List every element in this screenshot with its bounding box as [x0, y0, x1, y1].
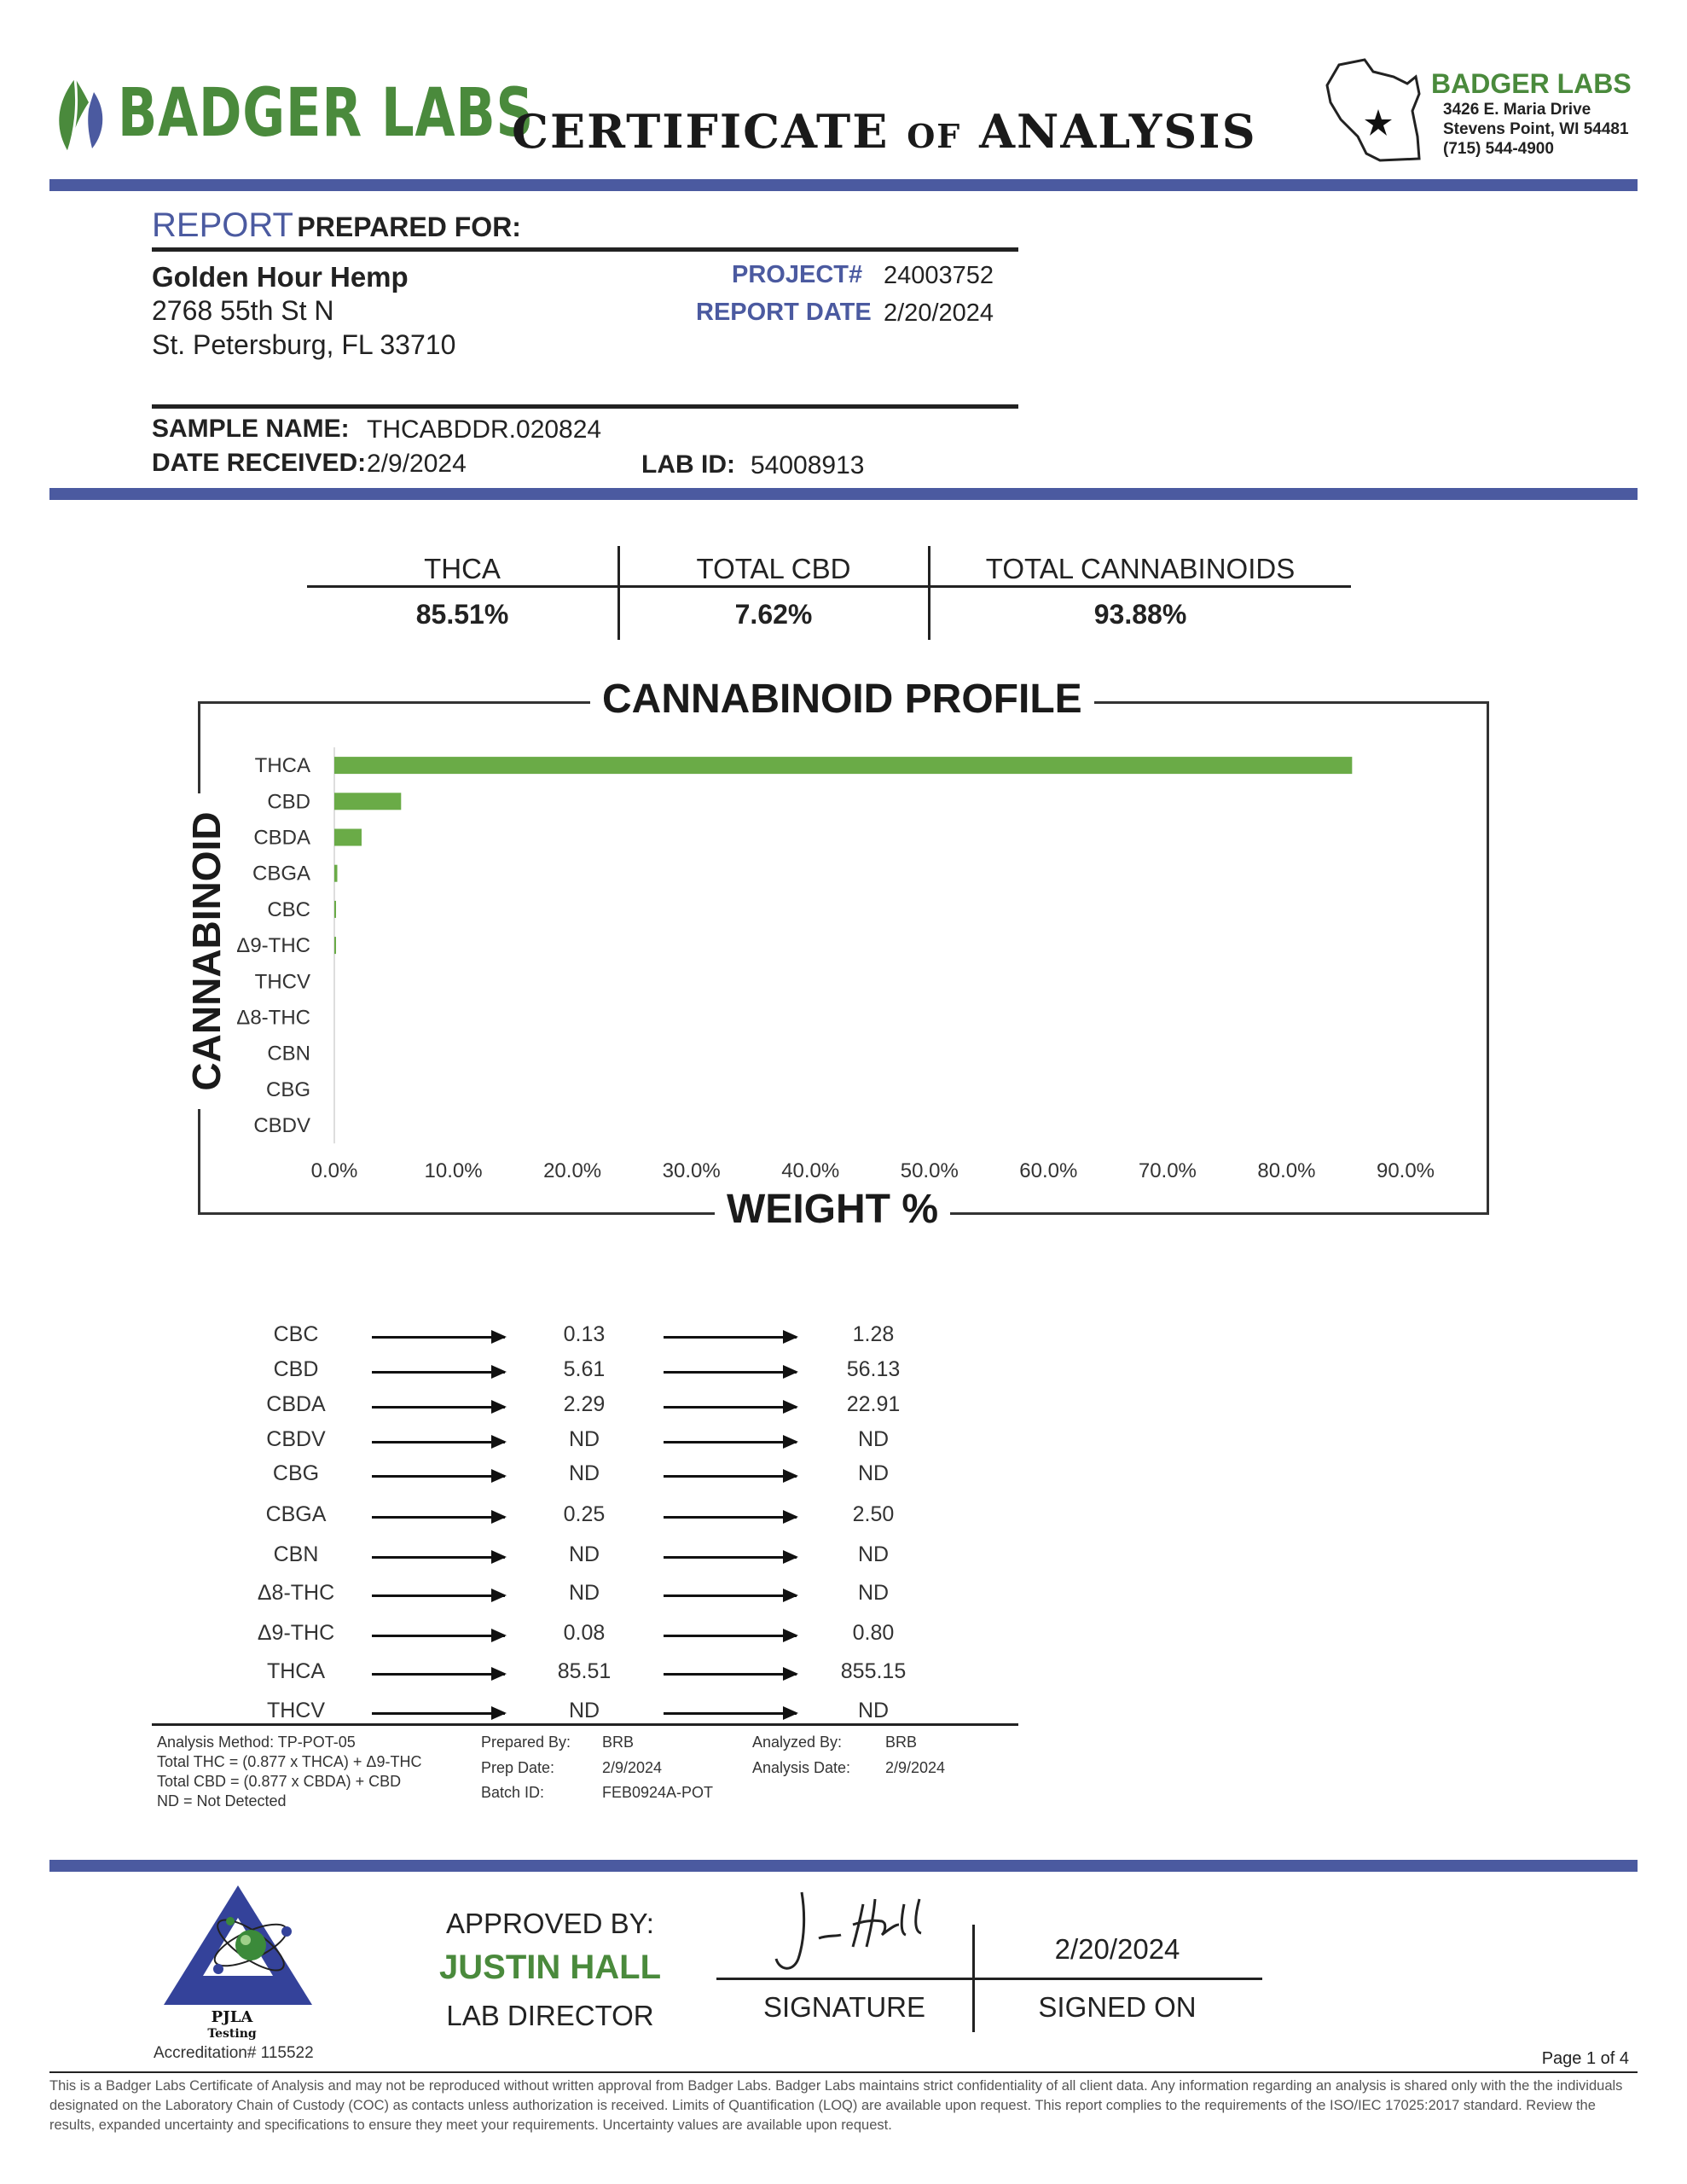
row-weight: 0.25	[563, 1502, 606, 1526]
pjla-testing: Testing	[207, 2027, 257, 2041]
lab-id-label: LAB ID:	[641, 450, 735, 479]
row-mgg: 855.15	[840, 1659, 907, 1683]
table-bottom-rule	[152, 1723, 1018, 1726]
analysis-method: Analysis Method: TP-POT-05	[157, 1734, 356, 1751]
signature-image	[768, 1887, 947, 1981]
pjla-logo	[157, 1880, 319, 2008]
lab-address-1: 3426 E. Maria Drive	[1443, 101, 1591, 119]
row-mgg: ND	[857, 1581, 890, 1605]
prepared-by-label: Prepared By:	[481, 1734, 571, 1751]
row-weight: ND	[568, 1699, 600, 1722]
row-weight: 5.61	[563, 1357, 606, 1381]
prep-date-value: 2/9/2024	[602, 1759, 663, 1776]
analysis-date-value: 2/9/2024	[885, 1759, 946, 1776]
row-mgg: 0.80	[852, 1621, 895, 1645]
chart-frame	[198, 701, 1489, 1215]
row-mgg: ND	[857, 1542, 890, 1566]
date-received-label: DATE RECEIVED:	[152, 449, 367, 477]
chart-tick-label: 90.0%	[1376, 1159, 1435, 1182]
chart-tick-label: 30.0%	[662, 1159, 721, 1182]
chart-category-label: Δ9-THC	[236, 934, 310, 958]
lab-phone: (715) 544-4900	[1443, 140, 1554, 158]
chart-tick-label: 10.0%	[424, 1159, 483, 1182]
approved-by-label: APPROVED BY:	[446, 1908, 654, 1939]
summary-total-label: TOTAL CANNABINOIDS	[985, 553, 1296, 584]
chart-category-label: Δ8-THC	[236, 1006, 310, 1030]
chart-category-label: THCA	[254, 754, 310, 778]
batch-id-label: Batch ID:	[481, 1784, 545, 1801]
table-header-mgg: MG/G	[846, 1279, 901, 1302]
header-divider	[49, 179, 1638, 191]
client-address-2: St. Petersburg, FL 33710	[152, 329, 456, 360]
lab-address-2: Stevens Point, WI 54481	[1443, 120, 1629, 138]
summary-thca-value: 85.51%	[415, 599, 509, 630]
pjla-label: PJLA	[211, 2008, 253, 2026]
nd-definition: ND = Not Detected	[157, 1792, 287, 1809]
report-date-value: 2/20/2024	[884, 299, 994, 327]
chart-category-label: CBGA	[252, 862, 310, 886]
total-cbd-formula: Total CBD = (0.877 x CBDA) + CBD	[157, 1773, 402, 1790]
analysis-date-label: Analysis Date:	[752, 1759, 851, 1776]
row-mgg: 2.50	[852, 1502, 895, 1526]
row-cannabinoid: Δ8-THC	[257, 1581, 335, 1605]
row-weight: ND	[568, 1542, 600, 1566]
summary-rule	[307, 585, 1351, 588]
brand-name: BADGER LABS	[118, 75, 535, 152]
accreditation-number: Accreditation# 115522	[154, 2044, 314, 2062]
disclaimer-rule	[49, 2071, 1638, 2073]
chart-tick-label: 0.0%	[310, 1159, 358, 1182]
chart-title: CANNABINOID PROFILE	[590, 676, 1094, 723]
chart-xlabel: WEIGHT %	[715, 1186, 950, 1233]
signature-label: SIGNATURE	[762, 1991, 926, 2023]
signed-on-label: SIGNED ON	[1038, 1991, 1197, 2023]
disclaimer-text: This is a Badger Labs Certificate of Analysis and may not be reproduced without written approval from Badger Labs. Badger Labs maintains strict confidentiality of all client data. Any information regarding an analysis is shared only with the the individuals designated on the Laboratory Chain of Custody (COC) as contacts unless authorization is received. Limits of Quantification (LOQ) are available upon request. This report complies to the requirements of the ISO/IEC 17025:2017 standard. Review the results, expanded uncertainty and specifications to ensure they meet your requirements. Uncertainty values are available upon request.	[49, 2078, 1623, 2133]
date-received-value: 2/9/2024	[367, 450, 467, 478]
row-mgg: 56.13	[846, 1357, 901, 1381]
chart-category-label: CBN	[267, 1042, 310, 1066]
chart-ylabel	[186, 793, 227, 1109]
chart-category-label: THCV	[254, 970, 310, 994]
row-mgg: 1.28	[852, 1322, 895, 1346]
brand-logo	[49, 75, 109, 156]
row-mgg: ND	[857, 1461, 890, 1485]
document-title: CERTIFICATE OF ANALYSIS	[512, 104, 1257, 159]
signature-divider	[972, 1925, 975, 2032]
prep-date-label: Prep Date:	[481, 1759, 555, 1776]
row-weight: 85.51	[557, 1659, 612, 1683]
report-rule	[152, 247, 1018, 252]
project-value: 24003752	[884, 262, 994, 289]
batch-id-value: FEB0924A-POT	[602, 1784, 714, 1801]
table-header-weight: WEIGHT (%)	[525, 1279, 644, 1302]
signature-rule	[716, 1978, 1262, 1980]
row-cannabinoid: THCV	[266, 1699, 326, 1722]
summary-thca-label: THCA	[424, 553, 501, 584]
table-header-cannabinoid: CANNABINOID	[223, 1279, 369, 1302]
row-cannabinoid: CBDV	[266, 1427, 326, 1451]
client-address-1: 2768 55th St N	[152, 295, 334, 326]
row-weight: 2.29	[563, 1392, 606, 1416]
chart-category-label: CBDV	[253, 1114, 310, 1138]
summary-cbd-value: 7.62%	[734, 599, 813, 630]
wisconsin-map-icon	[1324, 55, 1435, 170]
footer-divider	[49, 1860, 1638, 1872]
row-cannabinoid: CBN	[273, 1542, 319, 1566]
leaf-icon	[49, 75, 109, 156]
chart-ylabel-text: CANNABINOID	[184, 811, 229, 1091]
chart-category-label: CBC	[267, 897, 310, 921]
chart-tick-label: 50.0%	[900, 1159, 959, 1182]
chart-tick-label: 70.0%	[1138, 1159, 1197, 1182]
row-mgg: 22.91	[846, 1392, 901, 1416]
sample-name-value: THCABDDR.020824	[367, 415, 602, 444]
client-name: Golden Hour Hemp	[152, 261, 409, 293]
signed-on-date: 2/20/2024	[1054, 1933, 1180, 1965]
summary-cbd-label: TOTAL CBD	[696, 553, 851, 584]
row-cannabinoid: Δ9-THC	[257, 1621, 335, 1645]
analyzed-by-value: BRB	[885, 1734, 918, 1751]
row-weight: ND	[568, 1581, 600, 1605]
report-divider	[49, 488, 1638, 500]
chart-category-label: CBG	[265, 1077, 310, 1101]
chart-category-label: CBDA	[253, 826, 310, 850]
sample-name-label: SAMPLE NAME:	[152, 415, 350, 443]
lab-name: BADGER LABS	[1431, 68, 1632, 99]
chart-tick-label: 60.0%	[1019, 1159, 1078, 1182]
chart-tick-label: 80.0%	[1257, 1159, 1316, 1182]
total-thc-formula: Total THC = (0.877 x THCA) + Δ9-THC	[157, 1753, 422, 1770]
sample-rule	[152, 404, 1018, 409]
project-label: PROJECT#	[732, 261, 863, 288]
report-heading: REPORT PREPARED FOR:	[152, 206, 521, 244]
row-cannabinoid: CBD	[273, 1357, 319, 1381]
lab-id-value: 54008913	[751, 451, 865, 479]
prepared-by-value: BRB	[602, 1734, 635, 1751]
row-weight: 0.08	[563, 1621, 606, 1645]
row-weight: ND	[568, 1461, 600, 1485]
analyzed-by-label: Analyzed By:	[752, 1734, 843, 1751]
row-weight: 0.13	[563, 1322, 606, 1346]
chart-category-label: CBD	[267, 790, 310, 814]
approver-name: JUSTIN HALL	[439, 1949, 661, 1986]
report-date-label: REPORT DATE	[696, 299, 872, 326]
row-cannabinoid: CBC	[273, 1322, 319, 1346]
summary-total-value: 93.88%	[1093, 599, 1187, 630]
chart-tick-label: 40.0%	[781, 1159, 840, 1182]
approver-title: LAB DIRECTOR	[446, 2000, 654, 2031]
row-mgg: ND	[857, 1699, 890, 1722]
row-cannabinoid: CBDA	[266, 1392, 326, 1416]
row-cannabinoid: THCA	[266, 1659, 326, 1683]
row-cannabinoid: CBG	[272, 1461, 320, 1485]
chart-tick-label: 20.0%	[543, 1159, 602, 1182]
summary-table	[307, 546, 1351, 640]
row-weight: ND	[568, 1427, 600, 1451]
page-number: Page 1 of 4	[1541, 2049, 1629, 2068]
row-cannabinoid: CBGA	[265, 1502, 327, 1526]
row-mgg: ND	[857, 1427, 890, 1451]
